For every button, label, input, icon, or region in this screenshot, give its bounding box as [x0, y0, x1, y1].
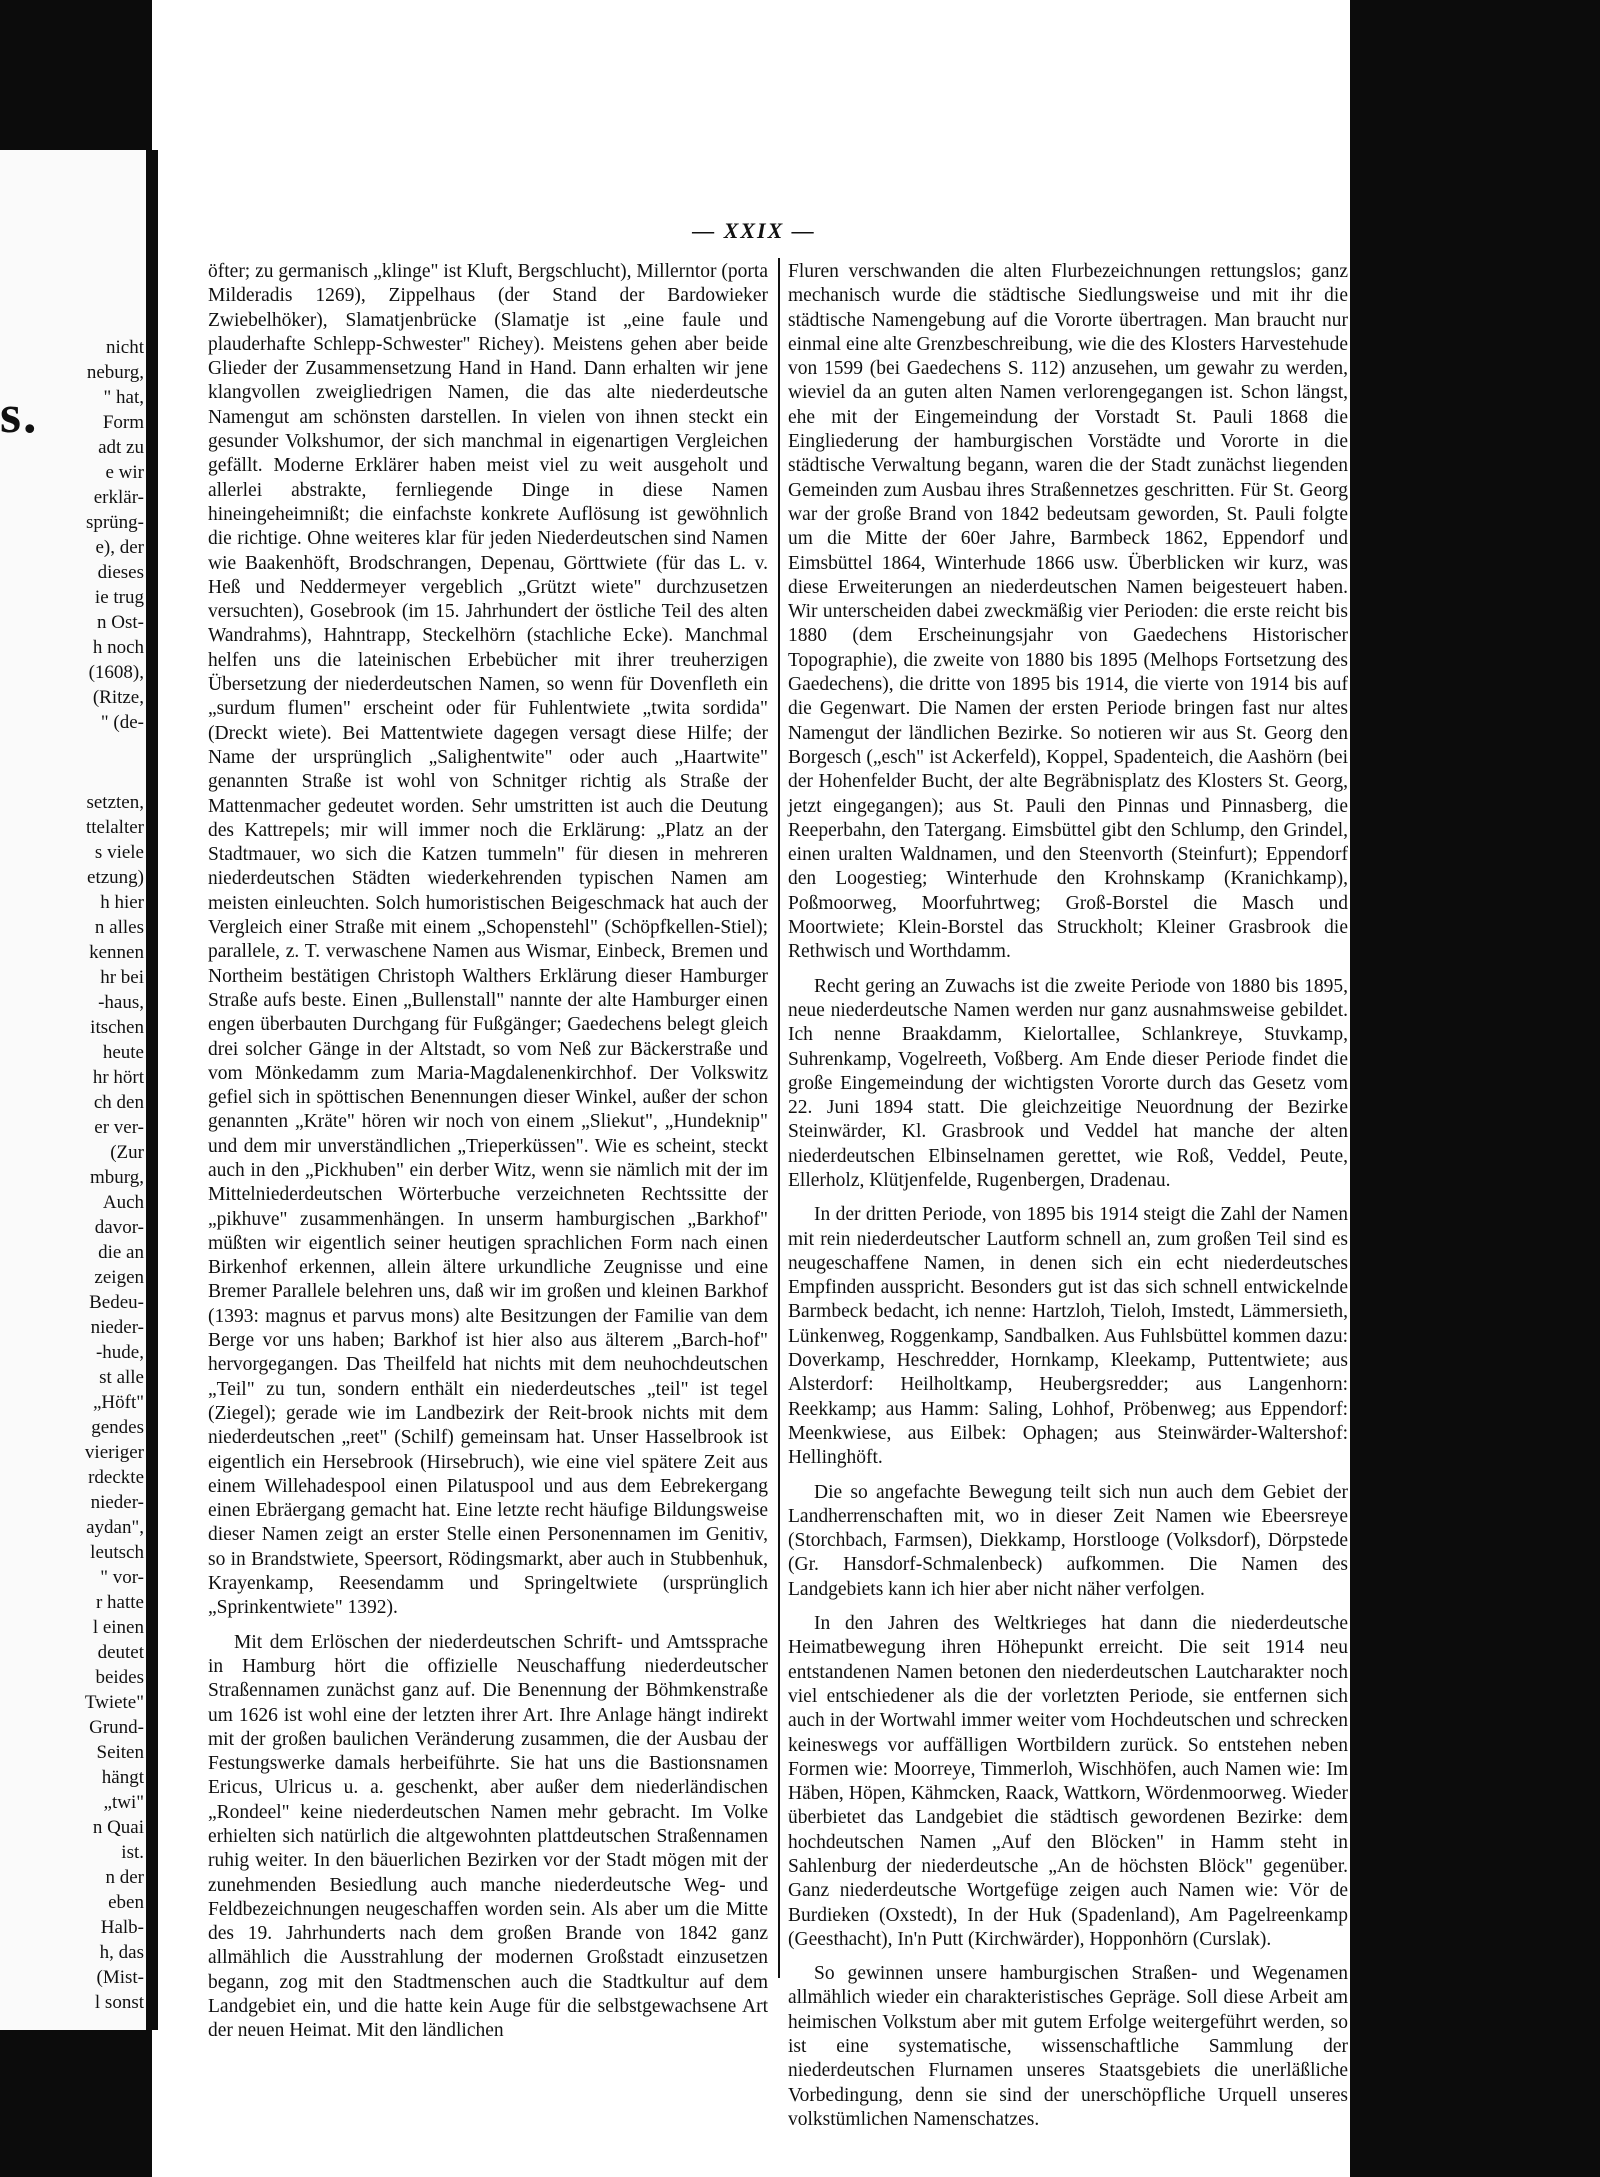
- facing-page-line: h, das: [99, 1942, 144, 1963]
- paragraph: In den Jahren des Weltkrieges hat dann die niederdeutsche Heimatbewegung ihren Höhepunkt erreicht. Die seit 1914 neu entstandenen Namen betonen den niederdeutschen Lautcharakter noch viel entschiedener als die der vorletzten Periode, sie entfernen sich auch in der Wortwahl immer weiter vom Hochdeutschen und schrecken keineswegs vor auffälligen Wortbildern zurück. So entstehen neben Formen wie: Moorreye, Timmerloh, Wischhöfen, auch Namen wie: Im Häben, Höpen, Kähmcken, Raack, Wattkorn, Wördenmoorweg. Wieder überbietet das Landgebiet die städtisch gewordenen Bezirke: dem hochdeutschen Namen „Auf den Blöcken" in Hamm steht in Sahlenburg der niederdeutsche „An de höchsten Blöck" gegenüber. Ganz niederdeutsche Wortgefüge zeigen auch Namen wie: Vör de Burdieken (Oxstedt), In der Huk (Spadenland), Am Pagelreenkamp (Geesthacht), In'n Putt (Kirchwärder), Hopponhörn (Curslak).: [788, 1613, 1348, 1950]
- facing-page-line: davor-: [94, 1217, 144, 1238]
- facing-page-line: deutet: [97, 1642, 144, 1663]
- facing-page-line: gendes: [91, 1417, 144, 1438]
- facing-page-line: Bedeu-: [89, 1292, 144, 1313]
- facing-page-line: aydan",: [86, 1517, 144, 1538]
- facing-page-fragment: [0, 150, 146, 2030]
- facing-page-line: ch den: [93, 1092, 144, 1113]
- paragraph: In der dritten Periode, von 1895 bis 1914 steigt die Zahl der Namen mit rein niederdeutscher Lautform schnell an, zum großen Teil sind es neugeschaffene Namen, in denen sich ein echt niederdeutsches Empfinden ausspricht. Besonders gut ist das sich schnell entwickelnde Barmbeck bedacht, ich nenne: Hartzloh, Tieloh, Imstedt, Lämmersieth, Lünkenweg, Roggenkamp, Sandbalken. Aus Fuhlsbüttel kommen dazu: Doverkamp, Heschredder, Hornkamp, Kleekamp, Puttentwiete; aus Alsterdorf: Heilholtkamp, Heubergsredder; aus Langenhorn: Reekkamp; aus Hamm: Saling, Lohhof, Pröbenweg; aus Eppendorf: Meenkwiese, aus Eilbek: Ophagen; aus Steinwärder-Waltershof: Hellinghöft.: [788, 1204, 1348, 1469]
- text-column-left: [208, 260, 768, 2044]
- facing-page-line: n alles: [94, 917, 144, 938]
- facing-page-line: n der: [105, 1867, 144, 1888]
- facing-page-line: mburg,: [89, 1167, 144, 1188]
- page-number: — XXIX —: [692, 218, 816, 243]
- text-column-right: [788, 260, 1348, 2132]
- facing-page-line: rdeckte: [88, 1467, 144, 1488]
- facing-page-line: kennen: [89, 942, 144, 963]
- paragraph: Fluren verschwanden die alten Flurbezeichnungen rettungslos; ganz mechanisch wurde die städtische Siedlungsweise und mit ihr die städtische Namengebung auf die Vororte übertragen. Man braucht nur einmal eine alte Grenzbeschreibung, wie die des Klosters Harvestehude von 1599 (bei Gaedechens S. 112) anzusehen, um gewahr zu werden, wieviel da an guten alten Namen verlorengegangen ist. Schon längst, ehe mit der Eingemeindung der Vorstadt St. Pauli 1868 die Eingliederung der hamburgischen Vorstädte und Vororte in die städtische Verwaltung begann, waren die der Stadt zunächst liegenden Gemeinden zum Ausbau ihres Straßennetzes geschritten. Für St. Georg war der große Brand von 1842 bedeutsam geworden, St. Pauli folgte um die Mitte der 60er Jahre, Barmbeck 1862, Eppendorf und Eimsbüttel 1864, Winterhude 1866 usw. Überblicken wir kurz, was diese Erweiterungen an niederdeutschen Namen beigesteuert haben. Wir unterscheiden dabei zweckmäßig vier Perioden: die erste reicht bis 1880 (dem Erscheinungsjahr von Gaedechens Historischer Topographie), die zweite von 1880 bis 1895 (Melhops Fortsetzung des Gaedechens), die dritte von 1895 bis 1914, die vierte von 1914 bis auf die Gegenwart. Die Namen der ersten Periode bringen fast nur altes Namengut der ländlichen Bezirke. So notieren wir aus St. Georg den Borgesch („esch" ist Ackerfeld), Koppel, Spadenteich, die Aashörn (bei der Hohenfelder Bucht, der alte Begräbnisplatz des Klosters St. Georg, jetzt eingegangen); aus St. Pauli den Pinnas und Pinnasberg, die Reeperbahn, den Tatergang. Eimsbüttel gibt den Schlump, den Grindel, einen uralten Waldnamen, und den Steenvorth (Steinfurt); Eppendorf den Loogestieg; Winterhude den Krohnskamp (Kranichkamp), Poßmoorweg, Moorfuhrtweg; Groß-Borstel die Masch und Moortwiete; Klein-Borstel das Struckholt; Kleiner Grasbrook die Rethwisch und Worthdamm.: [788, 261, 1348, 963]
- facing-page-line: er ver-: [94, 1117, 144, 1138]
- facing-page-line: ttelalter: [85, 817, 144, 838]
- facing-page-line: „Höft": [92, 1392, 144, 1413]
- facing-page-line: (1608),: [88, 662, 144, 683]
- facing-page-line: erklär-: [93, 487, 144, 508]
- facing-page-line: (Ritze,: [92, 687, 144, 708]
- facing-page-heading: s.: [0, 384, 39, 444]
- paragraph: So gewinnen unsere hamburgischen Straßen- und Wegenamen allmählich wieder ein charakteristisches Gepräge. Soll diese Arbeit am heimischen Volkstum aber mit gutem Erfolge weitergeführt werden, so ist eine systematische, wissenschaftliche Sammlung der niederdeutschen Flurnamen unseres Staatsgebiets die unerläßliche Vorbedingung, denn sie sind der unerschöpfliche Urquell unseres volkstümlichen Namenschatzes.: [788, 1963, 1348, 2130]
- facing-page-line: n Ost-: [97, 612, 144, 633]
- paragraph: Mit dem Erlöschen der niederdeutschen Schrift- und Amtssprache in Hamburg hört die offizielle Neuschaffung niederdeutscher Straßennamen zunächst ganz auf. Die Benennung der Böhmkenstraße um 1626 ist wohl eine der letzten ihrer Art. Ihre Anlage hängt indirekt mit der großen baulichen Veränderung zusammen, die der Ausbau der Festungswerke damals herbeiführte. Sie hat uns die Bastionsnamen Ericus, Ulricus u. a. geschenkt, aber außer dem niederländischen „Rondeel" keine niederdeutschen Namen mehr gebracht. Im Volke erhielten sich natürlich die altgewohnten plattdeutschen Straßennamen ruhig weiter. In den bäuerlichen Bezirken vor der Stadt mögen mit der zunehmenden Besiedlung auch manche niederdeutsche Weg- und Feldbezeichnungen neugeschaffen worden sein. Als aber um die Mitte des 19. Jahrhunderts nach dem großen Brande von 1842 ganz allmählich die Ausstrahlung der modernen Großstadt einzusetzen begann, zog mit den Stadtmenschen auch die Stadtkultur auf dem Landgebiet ein, und die hatte kein Auge für die selbstgewachsene Art der neuen Heimat. Mit den ländlichen: [208, 1631, 768, 2042]
- facing-page-line: (Zur: [110, 1142, 144, 1163]
- facing-page-line: h hier: [100, 892, 144, 913]
- facing-page-line: hängt: [101, 1767, 144, 1788]
- facing-page-line: l einen: [92, 1617, 144, 1638]
- facing-page-line: nicht: [106, 337, 144, 358]
- facing-page-line: beides: [95, 1667, 144, 1688]
- column-divider: [778, 258, 780, 1978]
- facing-page-line: e wir: [105, 462, 144, 483]
- book-gutter: [146, 150, 158, 2030]
- facing-page-line: zeigen: [94, 1267, 144, 1288]
- facing-page-lines-bottom: [4, 790, 144, 2015]
- facing-page-line: st alle: [99, 1367, 144, 1388]
- facing-page-line: hr hört: [92, 1067, 144, 1088]
- facing-page-line: Seiten: [96, 1742, 144, 1763]
- facing-page-line: r hatte: [95, 1592, 144, 1613]
- facing-page-line: h noch: [92, 637, 144, 658]
- scan-margin-right: [1350, 0, 1600, 2177]
- facing-page-line: n Quai: [92, 1817, 144, 1838]
- facing-page-line: setzten,: [86, 792, 144, 813]
- facing-page-line: " (de-: [100, 712, 144, 733]
- paragraph: Die so angefachte Bewegung teilt sich nun auch dem Gebiet der Landherrenschaften mit, wo in dieser Zeit Namen wie Ebeersreye (Storchbach, Farmsen), Diekkamp, Horstlooge (Volksdorf), Dörpstede (Gr. Hansdorf-Schmalenbeck) aufkommen. Die Namen des Landgebiets kann ich hier aber nicht näher verfolgen.: [788, 1481, 1348, 1600]
- facing-page-line: e), der: [95, 537, 144, 558]
- facing-page-line: „twi": [103, 1792, 144, 1813]
- facing-page-line: l sonst: [94, 1992, 144, 2013]
- facing-page-line: itschen: [90, 1017, 144, 1038]
- facing-page-line: vieriger: [84, 1442, 144, 1463]
- facing-page-line: neburg,: [86, 362, 144, 383]
- facing-page-line: ie trug: [94, 587, 144, 608]
- paragraph: Recht gering an Zuwachs ist die zweite Periode von 1880 bis 1895, neue niederdeutsche Namen werden nur ganz ausnahmsweise gebildet. Ich nenne Braakdamm, Kielortallee, Schlankreye, Stuvkamp, Suhrenkamp, Vogelreeth, Voßberg. Am Ende dieser Periode findet die große Eingemeindung der wichtigsten Vororte durch das Gesetz vom 22. Juni 1894 statt. Die gleichzeitige Neuordnung der Bezirke Steinwärder, Kl. Grasbrook und Veddel hat manche der alten niederdeutschen Elbinselnamen gerettet, wie Roß, Veddel, Peute, Ellerholz, Klütjenfelde, Rugenbergen, Dradenau.: [788, 975, 1348, 1191]
- facing-page-line: nieder-: [90, 1492, 144, 1513]
- facing-page-line: Form: [102, 412, 144, 433]
- facing-page-line: s viele: [94, 842, 144, 863]
- paragraph: öfter; zu germanisch „klinge" ist Kluft, Bergschlucht), Millerntor (porta Milderadis 1269), Zippelhaus (der Stand der Bardowieker Zwiebelhöker), Slamatjenbrücke (Slamatje ist „eine faule und plauderhafte Schlepp-Schwester" Richey). Meistens gehen aber beide Glieder der Zusammensetzung Hand in Hand. Dann erhalten wir jene klangvollen zweigliedrigen Namen, die das alte niederdeutsche Namengut am schönsten darstellen. In vielen von ihnen steckt ein gesunder Volkshumor, der sich manchmal in eigenartigen Vergleichen gefällt. Moderne Erklärer haben meist viel zu weit ausgeholt und allerlei abstrakte, fernliegende Dinge in diese Namen hineingeheimnißt; die einfachste konkrete Auflösung ist gewöhnlich die richtige. Ohne weiteres klar für jeden Niederdeutschen sind Namen wie Baakenhöft, Brodschrangen, Depenau, Görttwiete (für das L. v. Heß und Neddermeyer vergeblich „Grützt wiete" durchzusetzen versuchten), Gosebrook (im 15. Jahrhundert der östliche Teil des alten Wandrahms), Hahntrapp, Steckelhörn (stachliche Ecke). Manchmal helfen uns die lateinischen Erbebücher mit ihrer treuherzigen Übersetzung der niederdeutschen Namen, so wenn für Dovenfleth ein „surdum flumen" erscheint oder für Fuhlentwiete „twita sordida" (Dreckt wiete). Bei Mattentwiete dagegen versagt diese Hilfe; der Name der ursprünglich „Salighentwite" oder auch „Haartwite" genannten Straße ist wohl von Schnitger richtig als Straße der Mattenmacher gedeutet worden. Sehr umstritten ist auch die Deutung des Kattrepels; mir will immer noch die Erklärung: „Platz an der Stadtmauer, wo sich die Katzen tummeln" für diesen in mehreren niederdeutschen Städten wiederkehrenden typischen Namen am meisten einleuchten. Solch humoristischen Beigeschmack hat auch der Vergleich einer Straße mit einem „Schopenstehl" (Schöpfkellen-Stiel); parallele, z. T. verwaschene Namen aus Wismar, Einbeck, Bremen und Northeim bestätigen Christoph Walthers Erklärung dieser Hamburger Straße aufs beste. Einen „Bullenstall" nannte der alte Hamburger einen engen überbauten Durchgang für Fußgänger; Gaedechens belegt gleich drei solcher Gänge in der Altstadt, so vom Neß zur Bäckerstraße und vom Mönkedamm zum Maria-Magdalenenkirchhof. Der Volkswitz gefiel sich in spöttischen Benennungen dieser Winkel, außer der schon genannten „Kräte" hören wir noch von einem „Sliekut", „Hundeknip" und dem mir unverständlichen „Trieperküssen". Wie es scheint, steckt auch in den „Pickhuben" ein derber Witz, wenn sie nämlich mit der im Mittelniederdeutschen Wörterbuche verzeichneten Rechtssitte der „pikhuve" zusammenhängen. In unserm hamburgischen „Barkhof" müßten wir eigentlich seiner heutigen sprachlichen Form nach einen Birkenhof erkennen, allein ältere urkundliche Zeugnisse und eine Bremer Parallele belehren uns, daß wir im großen und kleinen Barkhof (1393: magnus et parvus mons) alte Besitzungen der Familie van dem Berge vor uns haben; Barkhof ist hier also aus älterem „Barch-hof" hervorgegangen. Das Theilfeld hat nichts mit dem neuhochdeutschen „Teil" zu tun, sondern enthält ein niederdeutsches „teil" ist tegel (Ziegel); gerade wie im Landbezirk der Reit-brook nichts mit dem niederdeutschen „reet" (Schilf) gemeinsam hat. Unser Hasselbrook ist eigentlich ein Hersebrook (Hirsebruch), wie eine viel spätere Zeit aus einem Willehadespool einen Pilatuspool und aus dem Eebrekergang einen Ebräergang gemacht hat. Eine letzte recht häufige Bildungsweise dieser Namen zeigt an erster Stelle einen Personennamen im Genitiv, so in Brandstwiete, Speersort, Rödingsmarkt, aber auch in Stubbenhuk, Krayenkamp, Reesendamm und Springeltwiete (ursprünglich „Sprinkentwiete" 1392).: [208, 261, 768, 1619]
- facing-page-line: hr bei: [100, 967, 144, 988]
- facing-page-line: (Mist-: [96, 1967, 144, 1988]
- facing-page-line: Halb-: [100, 1917, 144, 1938]
- facing-page-line: Grund-: [89, 1717, 144, 1738]
- facing-page-line: sprüng-: [85, 512, 144, 533]
- facing-page-line: die an: [98, 1242, 144, 1263]
- facing-page-line: -haus,: [98, 992, 144, 1013]
- facing-page-line: ist.: [121, 1842, 144, 1863]
- facing-page-line: Auch: [102, 1192, 144, 1213]
- facing-page-line: Twiete": [84, 1692, 144, 1713]
- facing-page-line: " vor-: [100, 1567, 144, 1588]
- facing-page-line: " hat,: [103, 387, 144, 408]
- facing-page-line: heute: [102, 1042, 144, 1063]
- facing-page-line: eben: [108, 1892, 144, 1913]
- facing-page-line: etzung): [87, 867, 144, 888]
- facing-page-line: adt zu: [98, 437, 144, 458]
- book-page: [158, 158, 1350, 2130]
- facing-page-line: nieder-: [90, 1317, 144, 1338]
- facing-page-line: dieses: [97, 562, 144, 583]
- facing-page-lines-top: [4, 335, 144, 735]
- facing-page-line: leutsch: [90, 1542, 144, 1563]
- facing-page-line: -hude,: [95, 1342, 144, 1363]
